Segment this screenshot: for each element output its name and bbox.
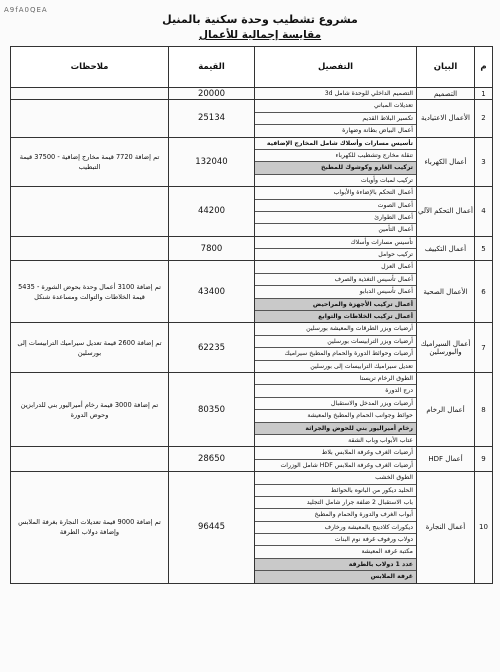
table-row <box>11 100 493 137</box>
detail-line: أعمال العزل <box>255 261 416 273</box>
detail-line: تنقلة مخارج وتشطيب للكهرباء <box>255 150 416 162</box>
row-value: 132040 <box>169 137 255 187</box>
row-value: 7800 <box>169 236 255 261</box>
row-item: أعمال الرخام <box>417 372 475 446</box>
header-item: البيان <box>417 47 475 88</box>
row-item: أعمال التحكم الآلي <box>417 187 475 237</box>
detail-line: أرضيات الغرف وغرفة الملابس HDF شامل الوزرات <box>280 461 413 469</box>
row-detail <box>255 372 417 446</box>
table-row <box>11 187 493 237</box>
row-number: 10 <box>475 472 493 584</box>
detail-line: الطوق الخشب <box>255 472 416 484</box>
detail-line: غرفة الملابس <box>255 571 416 582</box>
row-detail <box>255 88 417 100</box>
table-row <box>11 447 493 472</box>
row-notes: تم إضافة 3000 قيمة رخام أميراليور بني للدرابزين وحوض الدورة <box>11 372 169 446</box>
table-row <box>11 137 493 187</box>
detail-line: تأسيس مسارات وأسلاك <box>255 237 416 249</box>
scan-corner-mark: A9fA0QEA <box>4 6 48 14</box>
table-row <box>11 372 493 446</box>
detail-line: أعمال الطوارئ <box>255 212 416 224</box>
row-detail <box>255 137 417 187</box>
detail-line: الطوق الرخام تريستا <box>255 373 416 385</box>
table-row <box>11 323 493 373</box>
detail-line: تعديلات المباني <box>255 100 416 112</box>
table-header-row <box>11 47 493 88</box>
detail-line: التصميم الداخلي للوحدة شامل 3d <box>324 90 413 97</box>
detail-line: أرضيات وبزر الترابيسات بورسلين <box>255 336 416 348</box>
row-detail <box>255 323 417 373</box>
detail-line: حوائط وجوانب الحمام والمطبخ والمعيشة <box>255 410 416 422</box>
detail-line: أعمال تركيب الخلاطات والتوابع <box>255 311 416 322</box>
row-number: 5 <box>475 236 493 261</box>
row-notes <box>11 236 169 261</box>
row-item: الأعمال الاعتيادية <box>417 100 475 137</box>
detail-line: دولاب ورفوف غرفة نوم البنات <box>255 534 416 546</box>
row-detail <box>255 187 417 237</box>
detail-line: أرضيات وبزر المدخل والاستقبال <box>255 398 416 410</box>
row-notes <box>11 447 169 472</box>
detail-line: تركيب لمبات وأويات <box>360 176 413 184</box>
row-notes: تم إضافة 7720 قيمة مخارج إضافية - 37500 قيمة التبطيب <box>11 137 169 187</box>
detail-line: أبواب الغرف والدورة والحمام والمطبخ <box>255 509 416 521</box>
header-notes: ملاحظات <box>11 47 169 88</box>
detail-line: أرضيات وحوائط الدورة والحمام والمطبخ سيراميك <box>255 348 416 360</box>
row-notes: تم إضافة 3100 أعمال وحدة بحوض الشورة - 5435 قيمة الخلاطات والتوالت ومساعدة شنكل <box>11 261 169 323</box>
header-num: م <box>475 47 493 88</box>
row-detail <box>255 261 417 323</box>
row-number: 3 <box>475 137 493 187</box>
detail-line: أعمال البياض بطانة وضهارة <box>342 127 413 135</box>
detail-line: أرضيات وبزر الطرقات والمعيشة بورسلين <box>255 323 416 335</box>
row-detail <box>255 236 417 261</box>
table-row <box>11 88 493 100</box>
row-number: 1 <box>475 88 493 100</box>
detail-line: أعمال تأسيس التغذية والصرف <box>255 274 416 286</box>
detail-line: عتاب الأبواب وباب الشقة <box>348 436 413 444</box>
row-value: 28650 <box>169 447 255 472</box>
row-value: 62235 <box>169 323 255 373</box>
row-item: أعمال الكهرباء <box>417 137 475 187</box>
row-item: أعمال السيراميك والبورسلين <box>417 323 475 373</box>
detail-line: أعمال تأسيس الدبابو <box>255 286 416 298</box>
detail-line: أعمال الصوت <box>255 200 416 212</box>
row-detail <box>255 100 417 137</box>
row-detail <box>255 472 417 584</box>
row-detail <box>255 447 417 472</box>
table-body <box>11 88 493 584</box>
table-row <box>11 236 493 261</box>
detail-line: درج الدورة <box>255 385 416 397</box>
boq-table <box>10 46 493 584</box>
detail-line: باب الاستقبال 2 ضلفة جرار شامل التجليد <box>255 497 416 509</box>
detail-line: رخام أميراليور بني للحوض والجراثة <box>255 423 416 435</box>
row-number: 2 <box>475 100 493 137</box>
detail-line: تأسيس مسارات وأسلاك شامل المخارج الإضافية <box>255 138 416 150</box>
detail-line: أعمال التحكم بالإضاءة والأبواب <box>255 187 416 199</box>
detail-line: تكسير البلاط القديم <box>255 113 416 125</box>
row-item: التصميم <box>417 88 475 100</box>
row-notes <box>11 187 169 237</box>
table-row <box>11 472 493 584</box>
row-item: الأعمال الصحية <box>417 261 475 323</box>
header-value: القيمة <box>169 47 255 88</box>
row-notes <box>11 88 169 100</box>
detail-line: مكتبة غرفة المعيشة <box>255 546 416 558</box>
row-item: أعمال النجارة <box>417 472 475 584</box>
row-notes: تم إضافة 2600 قيمة تعديل سيراميك الترابيسات إلى بورسلين <box>11 323 169 373</box>
detail-line: أعمال تركيب الأجهزة والمراحيض <box>255 299 416 311</box>
row-number: 4 <box>475 187 493 237</box>
detail-line: تركيب حوامل <box>378 251 413 259</box>
row-number: 7 <box>475 323 493 373</box>
row-value: 20000 <box>169 88 255 100</box>
row-value: 25134 <box>169 100 255 137</box>
row-item: أعمال التكييف <box>417 236 475 261</box>
detail-line: تركيب الغارو وكوشوك للمطبخ <box>255 162 416 174</box>
row-notes <box>11 100 169 137</box>
table-row <box>11 261 493 323</box>
row-value: 44200 <box>169 187 255 237</box>
document-subtitle: مقايسة إجمالية للأعمال <box>198 29 322 41</box>
detail-line: عدد 1 دولاب بالطرقة <box>255 559 416 571</box>
row-number: 6 <box>475 261 493 323</box>
row-item: أعمال HDF <box>417 447 475 472</box>
row-number: 8 <box>475 372 493 446</box>
row-value: 96445 <box>169 472 255 584</box>
detail-line: أعمال التأمين <box>378 226 413 234</box>
header-detail: التفصيل <box>255 47 417 88</box>
detail-line: الحليد ديكور من البانوه بالحوائط <box>255 485 416 497</box>
row-value: 43400 <box>169 261 255 323</box>
detail-line: تعديل سيراميك الترابيسات إلى بورسلين <box>310 362 413 370</box>
document-title: مشروع تشطيب وحدة سكنية بالمنيل <box>162 13 358 26</box>
detail-line: ديكورات كلادينج بالمعيشة ورخارف <box>255 522 416 534</box>
detail-line: أرضيات الغرف وغرفة الملابس بلاط <box>255 447 416 459</box>
row-notes: تم إضافة 9000 قيمة تعديلات النجارة بغرفة الملابس وإضافة دولاب الطرقة <box>11 472 169 584</box>
row-value: 80350 <box>169 372 255 446</box>
row-number: 9 <box>475 447 493 472</box>
